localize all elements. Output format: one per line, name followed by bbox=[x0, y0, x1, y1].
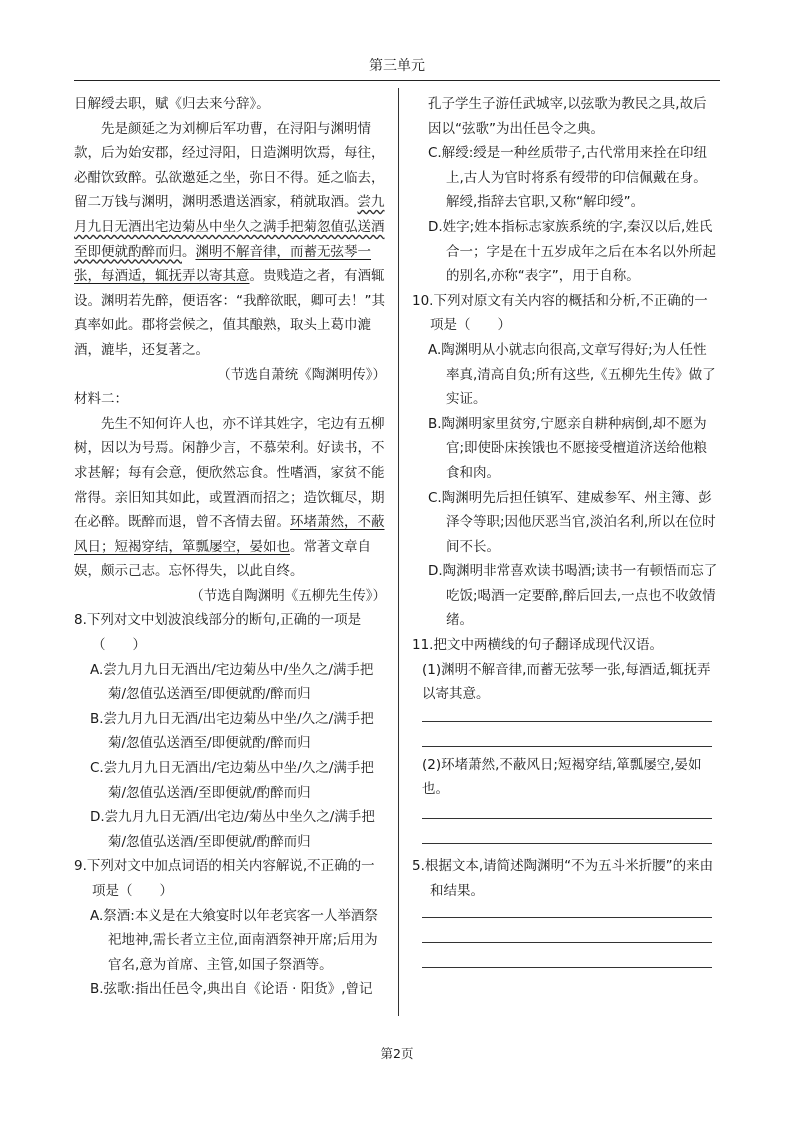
q10-option-b[interactable]: B.陶渊明家里贫穷,宁愿亲自耕种病倒,却不愿为官;即使卧床挨饿也不愿接受檀道济送给他粮食和肉。 bbox=[428, 415, 708, 481]
q8-option-b[interactable]: B.尝九月九日无酒/出宅边菊丛中坐/久之/满手把菊/忽值弘送酒至/即便就酌/醉而归 bbox=[90, 710, 374, 752]
q11-sentence-2: (2)环堵萧然,不蔽风日;短褐穿结,箪瓢屡空,晏如也。 bbox=[422, 756, 702, 798]
underlined-sentence-2: 环堵萧然，不蔽风日；短褐穿结，箪瓢屡空，晏如也 bbox=[74, 514, 385, 555]
question-8: 8.下列对文中划波浪线部分的断句,正确的一项是（ ） bbox=[74, 612, 362, 654]
q10-option-d[interactable]: D.陶渊明非常喜欢读书喝酒;读书一有顿悟而忘了吃饭;喝酒一定要醉,醉后回去,一点也不收敛情绪。 bbox=[428, 563, 718, 629]
passage-text: 先生不知何许人也，亦不详其姓字，宅边有五柳树，因以为号焉。闲静少言，不慕荣利。好读书，不求甚解；每有会意，便欣然忘食。性嗜酒，家贫不能常得。亲旧知其如此，或置酒而招之；造饮辄尽，期在必醉。既醉而退，曾不吝情去留。 bbox=[74, 415, 385, 531]
source-citation-1: （节选自萧统《陶渊明传》） bbox=[217, 366, 386, 383]
passage-paragraph-1 bbox=[74, 117, 386, 363]
passage-line-continued: 日解绶去职，赋《归去来兮辞》。 bbox=[74, 96, 270, 112]
q9-option-b-continued: 孔子学生子游任武城宰,以弦歌为教民之具,故后因以“弦歌”为出任邑令之典。 bbox=[428, 96, 707, 137]
left-column bbox=[74, 92, 386, 1002]
wavy-underlined-sentence: 尝九月九日无酒出宅边菊丛中坐久之满手把菊忽值弘送酒至即便就酌醉而归 bbox=[74, 194, 385, 260]
q9-option-a[interactable]: A.祭酒:本义是在大飨宴时以年老宾客一人举酒祭祀地神,需长者立主位,面南酒祭神开席;后用为官名,意为首席、主管,如国子祭酒等。 bbox=[90, 907, 378, 973]
page-header-title: 第三单元 bbox=[369, 58, 425, 74]
q9-option-b[interactable]: B.弦歌:指出任邑令,典出自《论语 · 阳货》,曾记 bbox=[90, 981, 373, 998]
question-10: 10.下列对原文有关内容的概括和分析,不正确的一项是（ ） bbox=[412, 292, 708, 334]
material-2-label: 材料二： bbox=[74, 391, 128, 408]
right-column bbox=[412, 92, 720, 968]
q8-option-a[interactable]: A.尝九月九日无酒出/宅边菊丛中/坐久之/满手把菊/忽值弘送酒至/即便就酌/醉而归 bbox=[90, 661, 374, 703]
question-5: 5.根据文本,请简述陶渊明“不为五斗米折腰”的来由和结果。 bbox=[412, 858, 714, 899]
question-9: 9.下列对文中加点词语的相关内容解说,不正确的一项是（ ） bbox=[74, 858, 375, 899]
passage-paragraph-2 bbox=[74, 412, 386, 584]
passage-text: 。常著文章自娱，颇示己志。忘怀得失，以此自终。 bbox=[74, 538, 371, 580]
passage-text: 。 bbox=[182, 243, 196, 260]
q10-option-c[interactable]: C.陶渊明先后担任镇军、建威参军、州主簿、彭泽令等职;因他厌恶当官,淡泊名利,所以在位时间不长。 bbox=[428, 489, 716, 555]
passage-text: 先是颜延之为刘柳后军功曹，在浔阳与渊明情款，后为始安郡，经过浔阳，日造渊明饮焉，每往，必酣饮致醉。弘欲邀延之坐，弥日不得。延之临去，留二万钱与渊明，渊明悉遣送酒家，稍就取酒。 bbox=[74, 120, 385, 211]
q11-sentence-1: (1)渊明不解音律,而蓄无弦琴一张,每酒适,辄抚弄以寄其意。 bbox=[422, 661, 711, 703]
q8-option-d[interactable]: D.尝九月九日无酒/出宅边/菊丛中坐久之/满手把菊/忽值弘送酒/至即便就/酌醉而归 bbox=[90, 809, 375, 850]
q9-option-c[interactable]: C.解绶:绶是一种丝质带子,古代常用来拴在印纽上,古人为官时将系有绶带的印信佩戴在身。解绶,指辞去官职,又称“解印绶”。 bbox=[428, 145, 708, 211]
q9-option-d[interactable]: D.姓字;姓本指标志家族系统的字,秦汉以后,姓氏合一；字是在十五岁成年之后在本名以外所起的别名,亦称“表字”，用于自称。 bbox=[428, 218, 716, 285]
q8-option-c[interactable]: C.尝九月九日无酒出/宅边菊丛中坐/久之/满手把菊/忽值弘送酒/至即便就/酌醉而归 bbox=[90, 760, 374, 801]
q10-option-a[interactable]: A.陶渊明从小就志向很高,文章写得好;为人任性率真,清高自负;所有这些,《五柳先生传》做了实证。 bbox=[428, 341, 716, 408]
page-number: 第2页 bbox=[380, 1046, 414, 1061]
header-rule bbox=[74, 80, 720, 81]
source-citation-2: （节选自陶渊明《五柳先生传》） bbox=[190, 587, 386, 604]
answer-line[interactable] bbox=[422, 967, 712, 968]
question-11: 11.把文中两横线的句子翻译成现代汉语。 bbox=[412, 637, 663, 654]
underlined-sentence-1: 渊明不解音律，而蓄无弦琴一张，每酒适，辄抚弄以寄其意 bbox=[74, 243, 371, 285]
column-divider bbox=[398, 88, 399, 1016]
passage-text: 。贵贱造之者，有酒辄设。渊明若先醉，便语客：“我醉欲眠，卿可去！”其真率如此。郡将尝候之，值其酿熟，取头上葛巾漉酒，漉毕，还复著之。 bbox=[74, 268, 385, 358]
